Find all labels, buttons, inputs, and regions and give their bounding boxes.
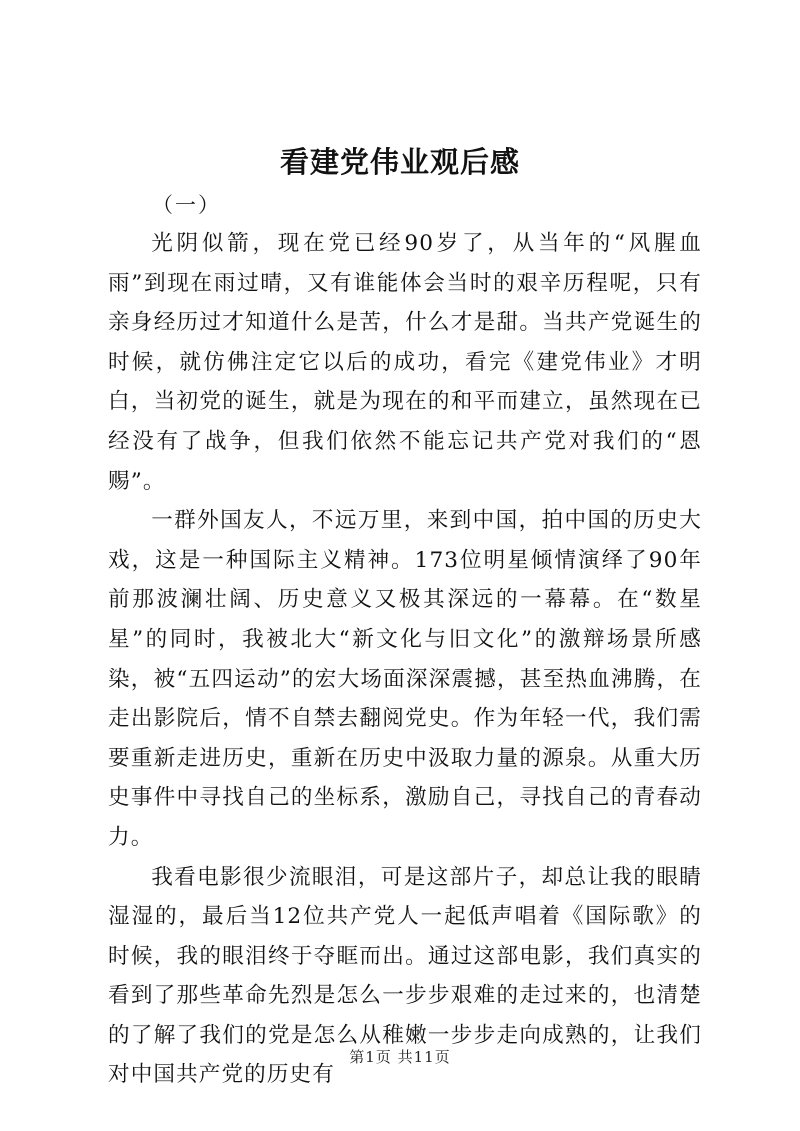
paragraph-1: 光阴似箭，现在党已经90岁了，从当年的“风腥血雨”到现在雨过晴，又有谁能体会当时的艰辛历程呢，只有亲身经历过才知道什么是苦，什么才是甜。当共产党诞生的时候，就仿佛注定它以后的成功，看完《建党伟业》才明白，当初党的诞生，就是为现在的和平而建立，虽然现在已经没有了战争，但我们依然不能忘记共产党对我们的“恩赐”。 <box>108 231 702 494</box>
document-title: 看建党伟业观后感 <box>279 145 520 179</box>
section-marker: （一） <box>152 193 221 217</box>
body-text <box>108 224 702 1095</box>
paragraph-3: 我看电影很少流眼泪，可是这部片子，却总让我的眼睛湿湿的，最后当12位共产党人一起低声唱着《国际歌》的时候，我的眼泪终于夺眶而出。通过这部电影，我们真实的看到了那些革命先烈是怎么一步步艰难的走过来的，也清楚的了解了我们的党是怎么从稚嫩一步步走向成熟的，让我们对中国共产党的历史有 <box>108 864 702 1088</box>
page-footer: 第1页 共11页 <box>349 1048 451 1066</box>
paragraph-2: 一群外国友人，不远万里，来到中国，拍中国的历史大戏，这是一种国际主义精神。173位明星倾情演绎了90年前那波澜壮阔、历史意义又极其深远的一幕幕。在“数星星”的同时，我被北大“新文化与旧文化”的激辩场景所感染，被“五四运动”的宏大场面深深震撼，甚至热血沸腾，在走出影院后，情不自禁去翻阅党史。作为年轻一代，我们需要重新走进历史，重新在历史中汲取力量的源泉。从重大历史事件中寻找自己的坐标系，激励自己，寻找自己的青春动力。 <box>108 508 702 850</box>
